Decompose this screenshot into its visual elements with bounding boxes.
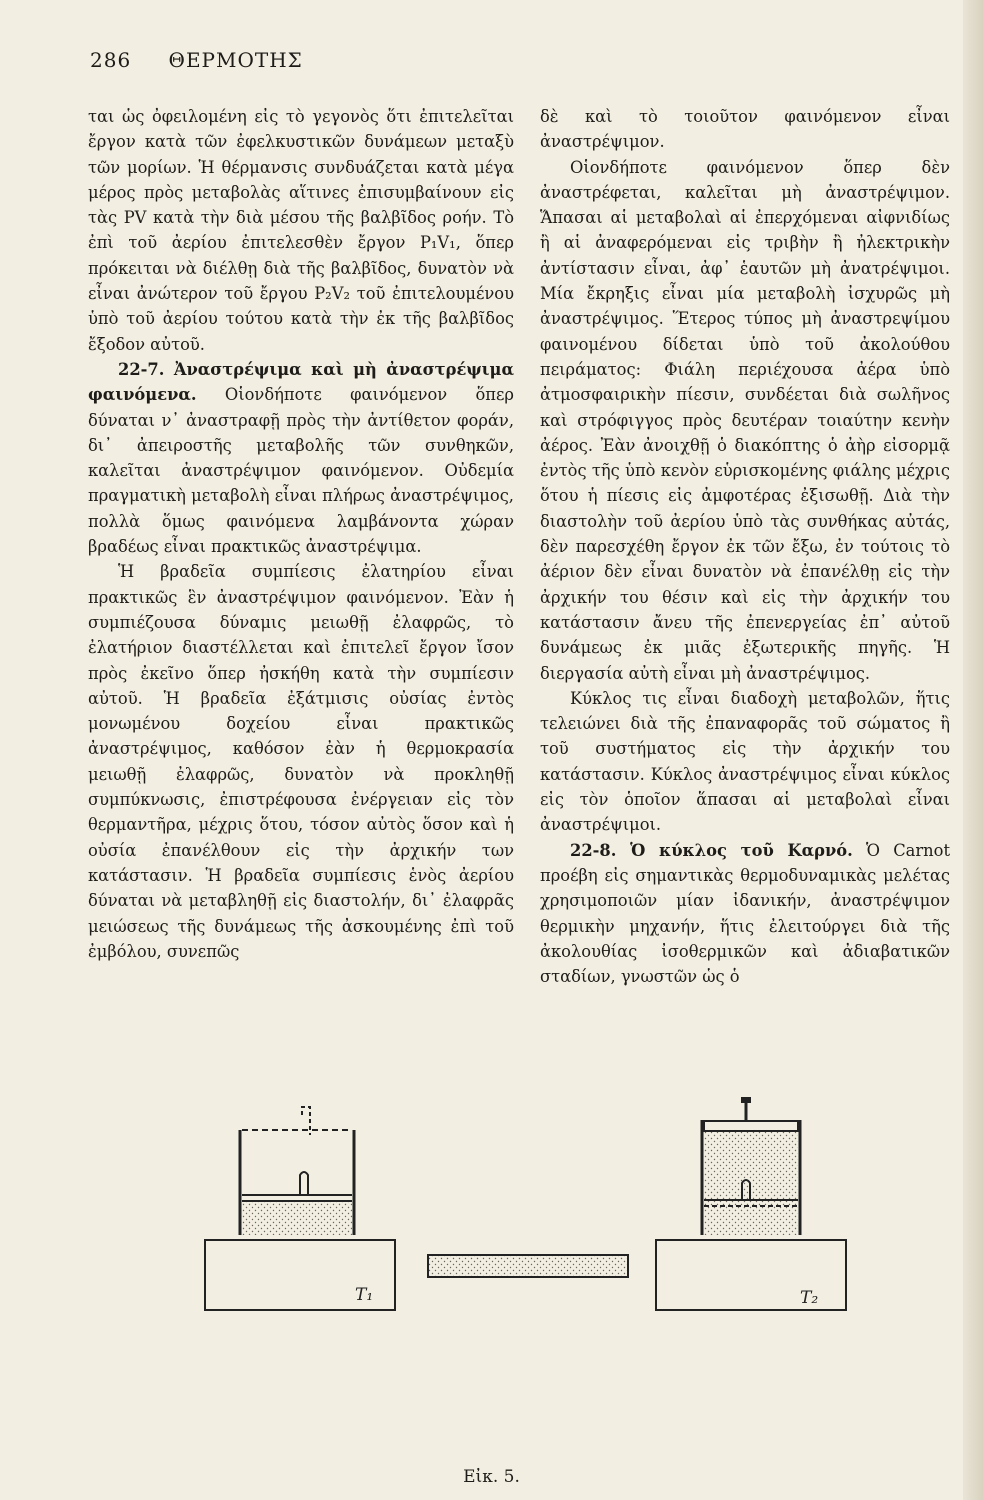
- right-column: [540, 104, 950, 989]
- figure-caption: Εἰκ. 5.: [463, 1467, 520, 1487]
- paragraph: δὲ καὶ τὸ τοιοῦτον φαινόμενον εἶναι ἀναστρέψιμον.: [540, 107, 950, 152]
- label-t2: T₂: [800, 1288, 819, 1308]
- paragraph: Ἡ βραδεῖα συμπίεσις ἐλατηρίου εἶναι πρακτικῶς ἓν ἀναστρέψιμον φαινόμενον. Ἐὰν ἡ συμπιέζουσα δύναμις μειωθῇ ἐλαφρῶς, τὸ ἐλατήριον διαστέλλεται καὶ ἐπιτελεῖ ἔργον ἴσον πρὸς ἐκεῖνο ὅπερ ἠσκήθη κατὰ τὴν συμπίεσιν αὐτοῦ. Ἡ βραδεῖα ἐξάτμισις οὐσίας ἐντὸς μονωμένου δοχείου εἶναι πρακτικῶς ἀναστρέψιμος, καθόσον ἐὰν ἡ θερμοκρασία μειωθῇ ἐλαφρῶς, δυνατὸν νὰ προκληθῇ συμπύκνωσις, ἐπιστρέφουσα ἐνέργειαν εἰς τὸν θερμαντῆρα, μέχρις ὅτου, τόσον αὐτὸς ὅσον καὶ ἡ οὐσία ἐπανέλθουν εἰς τὴν ἀρχικήν των κατάστασιν. Ἡ βραδεῖα συμπίεσις ἑνὸς ἀερίου δύναται νὰ μεταβληθῇ εἰς διαστολήν, δι᾽ ἐλαφρᾶς μειώσεως τῆς δυνάμεως τῆς ἀσκουμένης ἐπὶ τοῦ ἐμβόλου, συνεπῶς: [88, 562, 514, 961]
- carnot-figure: [200, 1095, 900, 1415]
- paragraph: ται ὡς ὀφειλομένη εἰς τὸ γεγονὸς ὅτι ἐπιτελεῖται ἔργον κατὰ τῶν ἐφελκυστικῶν δυνάμεων μεταξὺ τῶν μορίων. Ἡ θέρμανσις συνδυάζεται κατὰ μέγα μέρος πρὸς μεταβολὰς αἵτινες ἐπισυμβαίνουν εἰς τὰς PV κατὰ τὴν διὰ μέσου τῆς βαλβῖδος ροήν. Τὸ ἐπὶ τοῦ ἀερίου ἐπιτελεσθὲν ἔργον P₁V₁, ὅπερ πρόκειται νὰ διέλθῃ διὰ τῆς βαλβῖδος, δυνατὸν νὰ εἶναι ἀνώτερον τοῦ ἔργου P₂V₂ τοῦ ἐπιτελουμένου ὑπὸ τοῦ ἀερίου τούτου κατὰ τὴν ἐκ τῆς βαλβῖδος ἔξοδον αὐτοῦ.: [88, 107, 514, 354]
- page-header: [90, 48, 303, 72]
- paragraph: Οἱονδήποτε φαινόμενον ὅπερ δὲν ἀναστρέφεται, καλεῖται μὴ ἀναστρέψιμον. Ἅπασαι αἱ μεταβολαὶ αἱ ἐπερχόμεναι αἰφνιδίως ἢ αἱ ἀναφερόμεναι εἰς τριβὴν ἢ ἠλεκτρικὴν ἀντίστασιν εἶναι, ἀφ᾽ ἑαυτῶν μὴ ἀνατρέψιμοι. Μία ἔκρηξις εἶναι μία μεταβολὴ ἰσχυρῶς μὴ ἀναστρέψιμος. Ἕτερος τύπος μὴ ἀναστρεψίμου φαινομένου δίδεται ὑπὸ τοῦ ἀκολούθου πειράματος: Φιάλη περιέχουσα ἀέρα ὑπὸ ἀτμοσφαιρικὴν πίεσιν, συνδέεται διὰ σωλῆνος καὶ στρόφιγγος πρὸς δευτέραν τοιαύτην κενὴν ἀέρος. Ἐὰν ἀνοιχθῇ ὁ διακόπτης ὁ ἀὴρ εἰσορμᾷ ἐντὸς τῆς ὑπὸ κενὸν εὑρισκομένης φιάλης μέχρις ὅτου ἡ πίεσις εἰς ἀμφοτέρας ἐξισωθῇ. Διὰ τὴν διαστολὴν τοῦ ἀερίου ὑπὸ τὰς συνθήκας αὐτάς, δὲν παρεσχέθη ἔργον ἐκ τῶν ἔξω, ἐν τούτοις τὸ ἀέριον δὲν εἶναι δυνατὸν νὰ ἐπανέλθῃ εἰς τὴν ἀρχικήν του θέσιν καὶ εἰς τὴν ἀρχικήν του κατάστασιν ἄνευ τῆς ἐπενεργείας ἐπ᾽ αὐτοῦ δυνάμεως ἐκ μιᾶς ἐξωτερικῆς πηγῆς. Ἡ διεργασία αὐτὴ εἶναι μὴ ἀναστρέψιμος.: [540, 157, 950, 683]
- cylinder-left: [240, 1107, 354, 1235]
- page-edge: [963, 0, 983, 1500]
- paragraph: Κύκλος τις εἶναι διαδοχὴ μεταβολῶν, ἥτις τελειώνει διὰ τῆς ἐπαναφορᾶς τοῦ σώματος ἢ τοῦ συστήματος εἰς τὴν ἀρχικήν του κατάστασιν. Κύκλος ἀναστρέψιμος εἶναι κύκλος εἰς τὸν ὁποῖον ἅπασαι αἱ μεταβολαὶ εἶναι ἀναστρέψιμοι.: [540, 688, 950, 835]
- page-number: 286: [90, 48, 132, 72]
- paragraph-text: Οἱονδήποτε φαινόμενον ὅπερ δύναται ν᾽ ἀναστραφῇ πρὸς τὴν ἀντίθετον φοράν, δι᾽ ἀπειροστῆς μεταβολῆς τῶν συνθηκῶν, καλεῖται ἀναστρέψιμον φαινόμενον. Οὐδεμία πραγματικὴ μεταβολὴ εἶναι πλήρως ἀναστρέψιμος, πολλὰ ὅμως φαινόμενα λαμβάνοντα χώραν βραδέως εἶναι πρακτικῶς ἀναστρέψιμα.: [88, 385, 514, 557]
- section-heading: 22-7. Ἀναστρέψιμα καὶ μὴ ἀναστρέψιμα φαινόμενα.: [88, 359, 514, 405]
- insulating-stand: [428, 1255, 628, 1277]
- section-paragraph: [88, 357, 514, 559]
- section-paragraph: [540, 838, 950, 990]
- section-heading: 22-8. Ὁ κύκλος τοῦ Καρνό.: [570, 840, 853, 860]
- label-t1: T₁: [355, 1285, 374, 1305]
- paragraph-text: Ὁ Carnot προέβη εἰς σημαντικὰς θερμοδυναμικὰς μελέτας χρησιμοποιῶν μίαν ἰδανικήν, ἀναστρέψιμον θερμικὴν μηχανήν, ἥτις ἐλειτούργει διὰ τῆς ἀκολουθίας ἰσοθερμικῶν καὶ ἀδιαβατικῶν σταδίων, γνωστῶν ὡς ὁ: [540, 840, 950, 987]
- running-title: ΘΕΡΜΟΤΗΣ: [168, 48, 303, 72]
- cylinder-right: [702, 1097, 800, 1235]
- left-column: [88, 104, 514, 964]
